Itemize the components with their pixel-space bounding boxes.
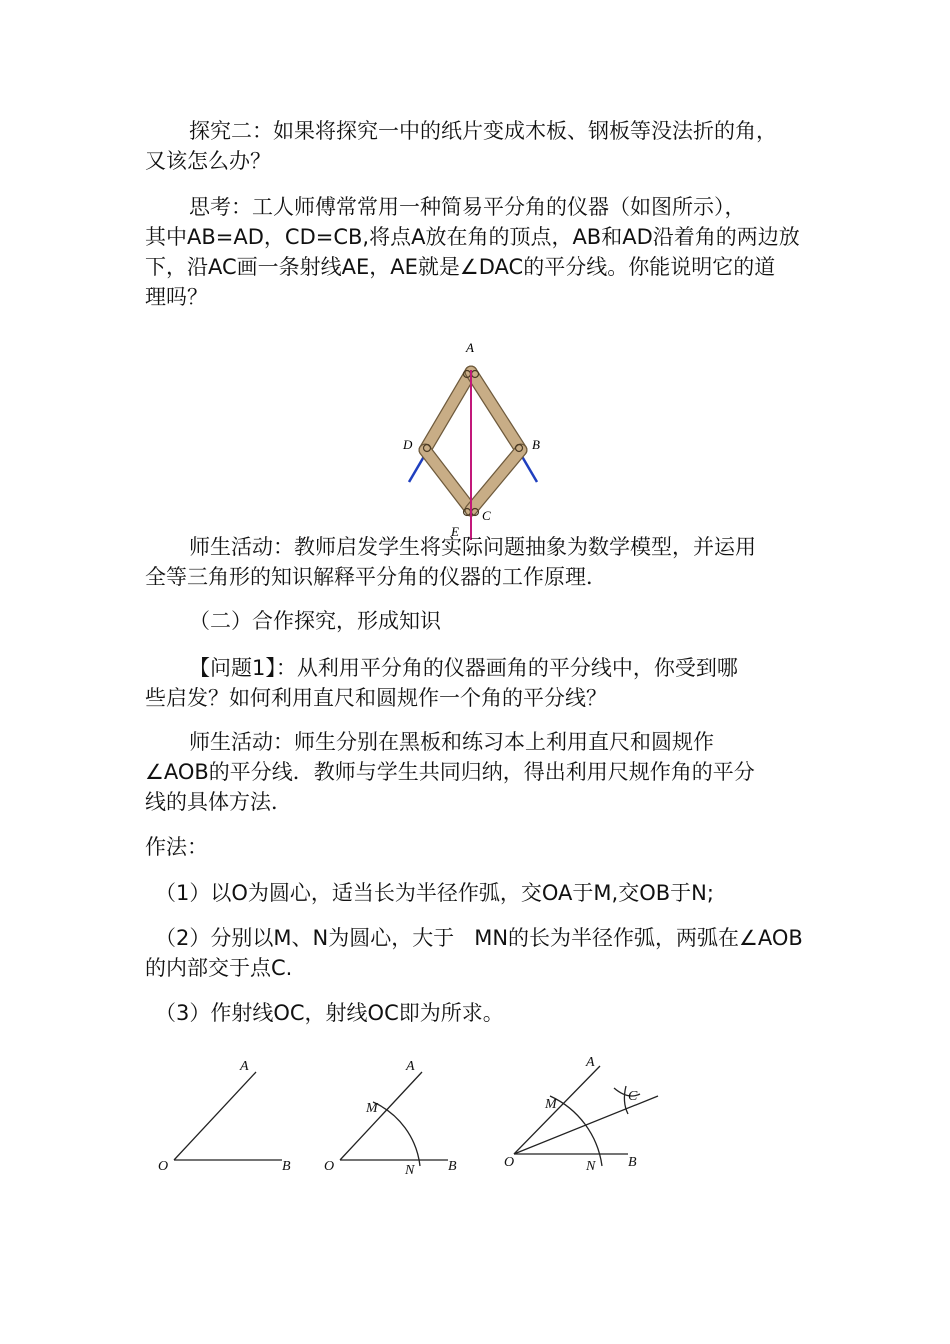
p5-line2: 些启发？如何利用直尺和圆规作一个角的平分线？ [145, 686, 607, 710]
p2-line4: 理吗？ [145, 285, 208, 309]
panel1-ray-OA [174, 1072, 256, 1160]
p2-line2: 其中AB=AD，CD=CB,将点A放在角的顶点，AB和AD沿着角的两边放 [145, 225, 800, 249]
p3-label-O: O [504, 1155, 515, 1170]
step2-line1: （2）分别以M、N为圆心，大于 MN的长为半径作弧，两弧在∠AOB [155, 926, 803, 950]
p2-label-M: M [366, 1101, 378, 1116]
p3-label-B: B [628, 1155, 637, 1170]
p2-line1: 思考：工人师傅常常用一种简易平分角的仪器（如图所示）， [189, 195, 746, 219]
paragraph-activity-two [145, 727, 805, 817]
p3-label-N: N [586, 1159, 596, 1174]
p1-line2: 又该怎么办？ [145, 149, 271, 173]
label-A: A [466, 340, 474, 355]
p3-line2: 全等三角形的知识解释平分角的仪器的工作原理． [145, 565, 607, 589]
p1-label-B: B [282, 1159, 291, 1174]
step3-line1: （3）作射线OC，射线OC即为所求。 [155, 1001, 504, 1025]
paragraph-question-one [145, 653, 805, 713]
step1-line1: （1）以O为圆心，适当长为半径作弧，交OA于M,交OB于N; [155, 881, 714, 905]
step2-line2: 的内部交于点C. [145, 956, 293, 980]
p6-line2: ∠AOB的平分线．教师与学生共同归纳，得出利用尺规作角的平分 [145, 760, 755, 784]
pivots [424, 371, 523, 516]
p4-line1: （二）合作探究，形成知识 [189, 609, 441, 633]
wooden-bars [425, 372, 521, 510]
p2-label-A: A [406, 1059, 415, 1074]
p3-label-A: A [586, 1055, 595, 1070]
label-C: C [482, 508, 491, 523]
p1-label-O: O [158, 1159, 169, 1174]
p1-label-A: A [240, 1059, 249, 1074]
paragraph-think [145, 192, 805, 312]
method-label [145, 832, 805, 862]
p5-line1: 【问题1】：从利用平分角的仪器画角的平分线中，你受到哪 [189, 656, 738, 680]
construction-figure [150, 1050, 670, 1180]
p2-label-N: N [405, 1163, 415, 1178]
p6-line3: 线的具体方法． [145, 790, 292, 814]
panel2-arc-MN [373, 1102, 420, 1166]
panel3-ray-OA [514, 1066, 600, 1154]
paragraph-explore-two [145, 116, 805, 176]
p2-line3: 下，沿AC画一条射线AE，AE就是∠DAC的平分线。你能说明它的道 [145, 255, 776, 279]
step-two [145, 923, 805, 983]
p3-label-M: M [545, 1097, 557, 1112]
p2-label-O: O [324, 1159, 335, 1174]
step-one [145, 878, 805, 908]
p1-line1: 探究二：如果将探究一中的纸片变成木板、钢板等没法折的角， [189, 119, 777, 143]
p6-line1: 师生活动：师生分别在黑板和练习本上利用直尺和圆规作 [189, 730, 714, 754]
panel2-ray-OA [340, 1072, 422, 1160]
p3-label-C: C [628, 1089, 638, 1104]
step-three [145, 998, 805, 1028]
section-heading [145, 606, 805, 636]
bisector-instrument-figure [395, 336, 555, 542]
p2-label-B: B [448, 1159, 457, 1174]
label-D: D [403, 437, 413, 452]
label-E: E [451, 524, 459, 539]
p3-line1: 师生活动：教师启发学生将实际问题抽象为数学模型，并运用 [189, 535, 756, 559]
paragraph-activity-one [145, 532, 805, 592]
p7-line1: 作法： [145, 835, 208, 859]
label-B: B [532, 437, 540, 452]
panel3-arc-MN [550, 1096, 602, 1166]
